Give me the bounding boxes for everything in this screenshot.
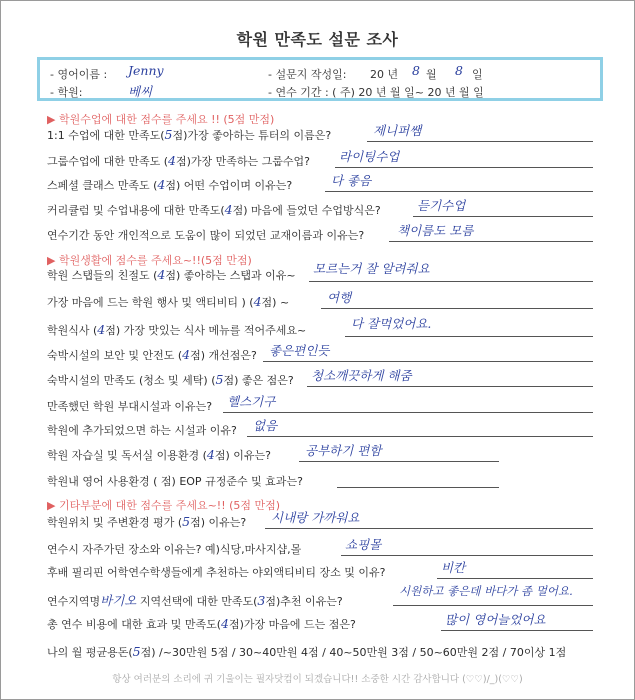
question-row: 총 연수 비용에 대한 효과 및 만족도(4점)가장 마음에 드는 점은? [47, 616, 356, 631]
answer-line [265, 528, 593, 529]
answer-line [325, 191, 593, 192]
info-box [37, 57, 603, 101]
answer-line [299, 461, 499, 462]
answer-text: 시내랑 가까워요 [271, 510, 360, 525]
answer-text: 여행 [327, 290, 352, 305]
score-value: 5 [215, 372, 224, 387]
date-month-unit: 월 [426, 68, 437, 81]
score-value: 4 [97, 322, 106, 337]
score-value: 5 [164, 127, 173, 142]
question-row: 학원식사 (4점) 가장 맛있는 식사 메뉴를 적어주세요~ [47, 322, 307, 337]
score-value: 5 [132, 644, 141, 659]
income-row: 나의 월 평균용돈(5점) /~30만원 5점 / 30~40만원 4점 / 40~50만원 3점 / 50~60만원 2점 / 70이상 1점 [47, 644, 567, 659]
score-value: 4 [253, 294, 262, 309]
answer-line [247, 436, 593, 437]
answer-line [263, 361, 593, 362]
score-value: 3 [257, 593, 266, 608]
score-value: 4 [182, 347, 191, 362]
answer-text: 시원하고 좋은데 바다가 좀 멀어요. [399, 584, 573, 598]
question-row: 연수지역명바기오 지역선택에 대한 만족도(3점)추천 이유는? [47, 593, 343, 608]
answer-line [321, 308, 593, 309]
answer-line [345, 336, 593, 337]
date-day-value: 8 [455, 63, 463, 78]
answer-line [389, 241, 593, 242]
score-value: 4 [206, 447, 215, 462]
answer-text: 다 좋음 [331, 173, 372, 188]
score-value: 4 [157, 177, 166, 192]
answer-line [309, 281, 593, 282]
question-row: 학원내 영어 사용환경 ( 점) EOP 규정준수 및 효과는? [47, 475, 303, 488]
answer-text: 책이름도 모름 [397, 223, 474, 238]
score-value: 5 [182, 514, 191, 529]
question-row: 그룹수업에 대한 만족도 (4점)가장 만족하는 그룹수업? [47, 153, 311, 168]
answer-text: 쇼핑몰 [345, 537, 382, 552]
section-header: ▶ 기타부분에 대한 점수를 주세요~!! (5점 만점) [47, 499, 281, 512]
school-value: 베씨 [128, 84, 153, 99]
question-row: 가장 마음에 드는 학원 행사 및 액티비티 ) (4점) ~ [47, 294, 290, 309]
answer-text: 없음 [253, 418, 278, 433]
school-label: - 학원: [50, 86, 83, 99]
score-value: 4 [168, 153, 176, 168]
answer-text: 제니퍼쌤 [373, 123, 422, 138]
question-row: 1:1 수업에 대한 만족도(5점)가장 좋아하는 튜터의 이름은? [47, 127, 332, 142]
answer-text: 모르는거 잘 알려줘요 [313, 261, 430, 276]
score-value: 4 [224, 202, 233, 217]
answer-line [337, 487, 499, 488]
question-row: 연수시 자주가던 장소와 이유는? 예)식당,마사지샵,몰 [47, 543, 302, 556]
score-value: 4 [221, 616, 229, 631]
section-header: ▶ 학원생활에 점수를 주세요~!!(5점 만점) [47, 254, 252, 267]
date-month-value: 8 [412, 63, 420, 78]
answer-text: 라이팅수업 [339, 149, 400, 164]
answer-text: 비칸 [441, 560, 466, 575]
date-year: 20 년 [370, 68, 399, 81]
question-row: 숙박시설의 만족도 (청소 및 세탁) (5점) 좋은 점은? [47, 372, 294, 387]
question-row: 커리큘럼 및 수업내용에 대한 만족도(4점) 마음에 들었던 수업방식은? [47, 202, 381, 217]
footer-note: 항상 여러분의 소리에 귀 기울이는 필자닷컴이 되겠습니다!! 소중한 시간 감사합니다 (♡♡)/_)(♡♡) [112, 674, 523, 685]
section-header: ▶ 학원수업에 대한 점수를 주세요 !! (5점 만점) [47, 113, 275, 126]
date-day-unit: 일 [472, 68, 483, 81]
answer-line [367, 141, 593, 142]
question-row: 학원 스탭들의 친절도 (4점) 좋아하는 스탭과 이유~ [47, 267, 296, 282]
question-row: 연수기간 동안 개인적으로 도움이 많이 되었던 교재이름과 이유는? [47, 229, 365, 242]
english-name-value: Jenny [128, 63, 164, 78]
answer-text: 많이 영어늘었어요 [445, 612, 546, 627]
english-name-label: - 영어이름 : [50, 68, 108, 81]
question-row: 스페셜 클래스 만족도 (4점) 어떤 수업이며 이유는? [47, 177, 293, 192]
answer-line [441, 630, 593, 631]
answer-line [335, 167, 593, 168]
question-row: 학원위치 및 주변환경 평가 (5점) 이유는? [47, 514, 247, 529]
answer-text: 공부하기 편함 [305, 443, 382, 458]
question-row: 후배 필리핀 어학연수학생들에게 추천하는 야외액티비티 장소 및 이유? [47, 566, 386, 579]
answer-text: 듣기수업 [417, 198, 466, 213]
answer-text: 다 잘먹었어요. [351, 316, 432, 331]
answer-line [223, 412, 593, 413]
answer-text: 헬스기구 [227, 394, 276, 409]
answer-line [413, 216, 593, 217]
answer-text: 좋은편인듯 [269, 343, 330, 358]
date-label: - 설문지 작성일: [268, 68, 347, 81]
question-row: 학원에 추가되었으면 하는 시설과 이유? [47, 424, 237, 437]
score-value: 4 [157, 267, 166, 282]
answer-line [437, 578, 593, 579]
answer-line [341, 555, 593, 556]
question-row: 숙박시설의 보안 및 안전도 (4점) 개선점은? [47, 347, 257, 362]
page-title: 학원 만족도 설문 조사 [236, 30, 399, 49]
answer-line [393, 605, 593, 606]
question-row: 만족했던 학원 부대시설과 이유는? [47, 400, 213, 413]
answer-line [307, 386, 593, 387]
answer-text: 청소깨끗하게 해줌 [311, 368, 412, 383]
period-label: - 연수 기간 : ( 주) 20 년 월 일~ 20 년 월 일 [268, 86, 484, 99]
question-row: 학원 자습실 및 독서실 이용환경 (4점) 이유는? [47, 447, 272, 462]
region-value: 바기오 [100, 593, 137, 608]
